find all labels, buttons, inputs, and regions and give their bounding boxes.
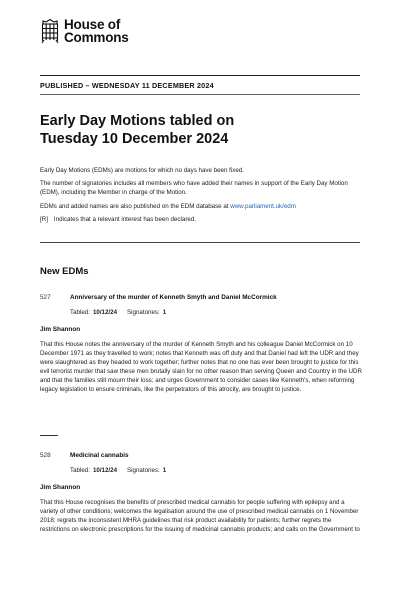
edm-item [40,452,362,534]
edm-tabled [70,467,117,474]
signatories-count: 1 [162,467,167,474]
edm-signatories [127,309,166,316]
edm-author: Jim Shannon [40,484,81,491]
intro-paragraph-3 [40,202,362,211]
intro-paragraph-3-text: EDMs and added names are also published on the EDM database at [40,202,231,210]
published-rule [40,94,360,95]
tabled-date: 10/12/24 [92,309,118,316]
logo-line-1: House of [64,17,121,32]
intro-rule [40,242,360,243]
tabled-label: Tabled: [70,467,90,474]
interest-marker: [R] [40,215,48,223]
title-line-2: Tuesday 10 December 2024 [40,131,229,147]
signatories-count: 1 [162,309,167,316]
tabled-label: Tabled: [70,309,90,316]
signatories-label: Signatories: [127,309,160,316]
section-heading: New EDMs [40,266,89,277]
logo-wordmark [64,18,129,44]
intro-paragraph-1: Early Day Motions (EDMs) are motions for which no days have been fixed. [40,167,244,174]
edm-header [40,294,362,302]
top-rule [40,75,360,76]
edm-database-link[interactable]: www.parliament.uk/edm [230,202,296,210]
edm-author: Jim Shannon [40,326,81,333]
published-date: PUBLISHED – WEDNESDAY 11 DECEMBER 2024 [40,81,214,90]
portcullis-icon [40,18,60,44]
intro-paragraph-2: The number of signatories includes all members who have added their names in support of the Early Day Motion (EDM), including the Member in charge of the Motion. [40,180,348,197]
edm-meta [70,309,362,316]
edm-number: 527 [40,294,51,301]
edm-separator [40,435,58,436]
interest-key [40,215,362,224]
title-line-1: Early Day Motions tabled on [40,113,235,129]
edm-tabled [70,309,117,316]
edm-signatories [127,467,166,474]
edm-header [40,452,362,460]
edm-title: Anniversary of the murder of Kenneth Smyth and Daniel McCormick [70,294,277,301]
edm-title: Medicinal cannabis [70,452,129,459]
intro-text [40,166,362,224]
tabled-date: 10/12/24 [92,467,118,474]
page-title [40,112,360,148]
edm-meta [70,467,362,474]
edm-body: That this House notes the anniversary of the murder of Kenneth Smyth and his colleague Daniel McCormick on 10 December 1971 as they travelled to work; notes that Kenneth was off duty and that Daniel had left the UDR and they were slaughtered as they headed to work together; further notes that no one has ever been brought to justice for this evil terrorist murder that saw these men brutally slain for no other reason than serving Queen and Country in the UDR and that the families still mourn their loss; and urges Government to consider cases like Kenneth's, when reforming legacy legislation to ensure criminals, like the perpetrators of this atrocity, are brought to justice. [40,341,362,394]
edm-number: 528 [40,452,51,459]
edm-item [40,294,362,395]
interest-description: Indicates that a relevant interest has been declared. [53,215,196,223]
house-of-commons-logo [40,18,129,44]
edm-body: That this House recognises the benefits of prescribed medical cannabis for people suffering with epilepsy and a variety of other conditions; welcomes the legalisation around the use of prescribed medical cannabis on 1 November 2018; regrets the inconsistent MHRA guidelines that risk product availability for patients; further regrets the restrictions on electronic prescriptions for the issuing of medicinal cannabis products; and calls on the Government to [40,499,360,534]
logo-line-2: Commons [64,30,129,45]
signatories-label: Signatories: [127,467,160,474]
